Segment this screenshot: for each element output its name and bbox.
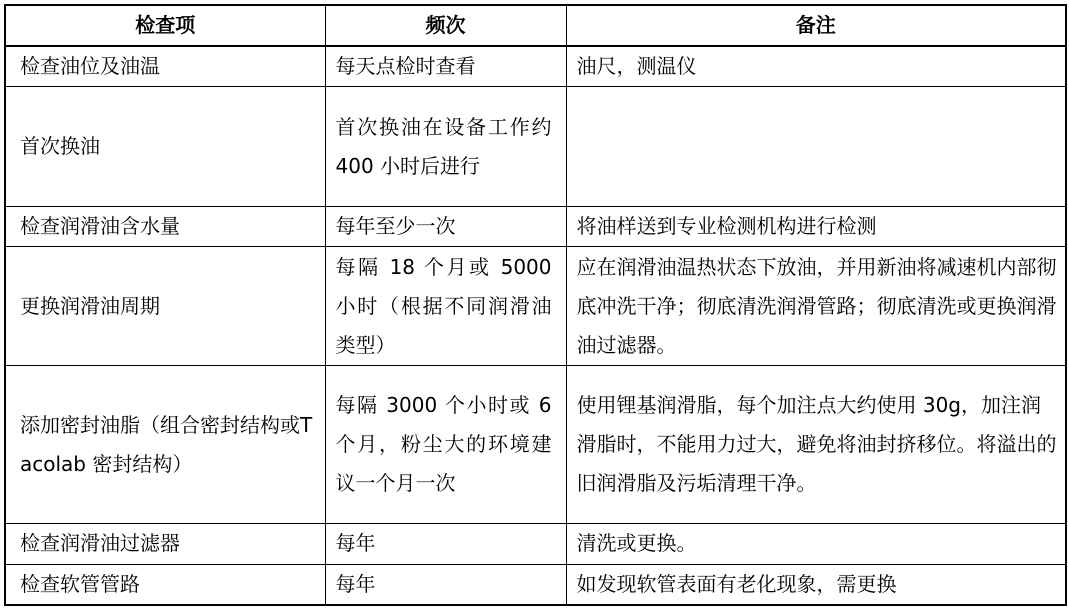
check-item-cell: 检查润滑油含水量 bbox=[5, 206, 325, 246]
table-row bbox=[5, 46, 1066, 87]
remark-cell: 将油样送到专业检测机构进行检测 bbox=[566, 206, 1066, 246]
remark-cell: 应在润滑油温热状态下放油，并用新油将减速机内部彻底冲洗干净；彻底清洗润滑管路；彻底清洗或更换润滑油过滤器。 bbox=[566, 247, 1066, 366]
header-row bbox=[5, 5, 1066, 46]
remark-cell: 如发现软管表面有老化现象，需更换 bbox=[566, 564, 1066, 605]
header-check-item: 检查项 bbox=[5, 5, 325, 46]
table-row bbox=[5, 524, 1066, 564]
table-header bbox=[5, 5, 1066, 46]
table-row bbox=[5, 366, 1066, 524]
check-item-cell: 添加密封油脂（组合密封结构或Tacolab 密封结构） bbox=[5, 366, 325, 524]
header-frequency: 频次 bbox=[325, 5, 566, 46]
check-item-cell: 更换润滑油周期 bbox=[5, 247, 325, 366]
header-remark: 备注 bbox=[566, 5, 1066, 46]
remark-cell: 使用锂基润滑脂，每个加注点大约使用 30g，加注润滑脂时，不能用力过大，避免将油封挤移位。将溢出的旧润滑脂及污垢清理干净。 bbox=[566, 366, 1066, 524]
remark-cell bbox=[566, 87, 1066, 206]
check-item-cell: 检查油位及油温 bbox=[5, 46, 325, 87]
frequency-cell: 每年至少一次 bbox=[325, 206, 566, 246]
maintenance-table bbox=[4, 4, 1067, 606]
frequency-cell: 每隔 3000 个小时或 6 个月，粉尘大的环境建议一个月一次 bbox=[325, 366, 566, 524]
check-item-cell: 检查软管管路 bbox=[5, 564, 325, 605]
table-row bbox=[5, 87, 1066, 206]
frequency-cell: 每天点检时查看 bbox=[325, 46, 566, 87]
table-row bbox=[5, 564, 1066, 605]
table-row bbox=[5, 206, 1066, 246]
check-item-cell: 检查润滑油过滤器 bbox=[5, 524, 325, 564]
frequency-cell: 首次换油在设备工作约 400 小时后进行 bbox=[325, 87, 566, 206]
table-row bbox=[5, 247, 1066, 366]
frequency-cell: 每年 bbox=[325, 524, 566, 564]
remark-cell: 清洗或更换。 bbox=[566, 524, 1066, 564]
frequency-cell: 每隔 18 个月或 5000 小时（根据不同润滑油类型） bbox=[325, 247, 566, 366]
check-item-cell: 首次换油 bbox=[5, 87, 325, 206]
frequency-cell: 每年 bbox=[325, 564, 566, 605]
table-body bbox=[5, 46, 1066, 605]
remark-cell: 油尺，测温仪 bbox=[566, 46, 1066, 87]
